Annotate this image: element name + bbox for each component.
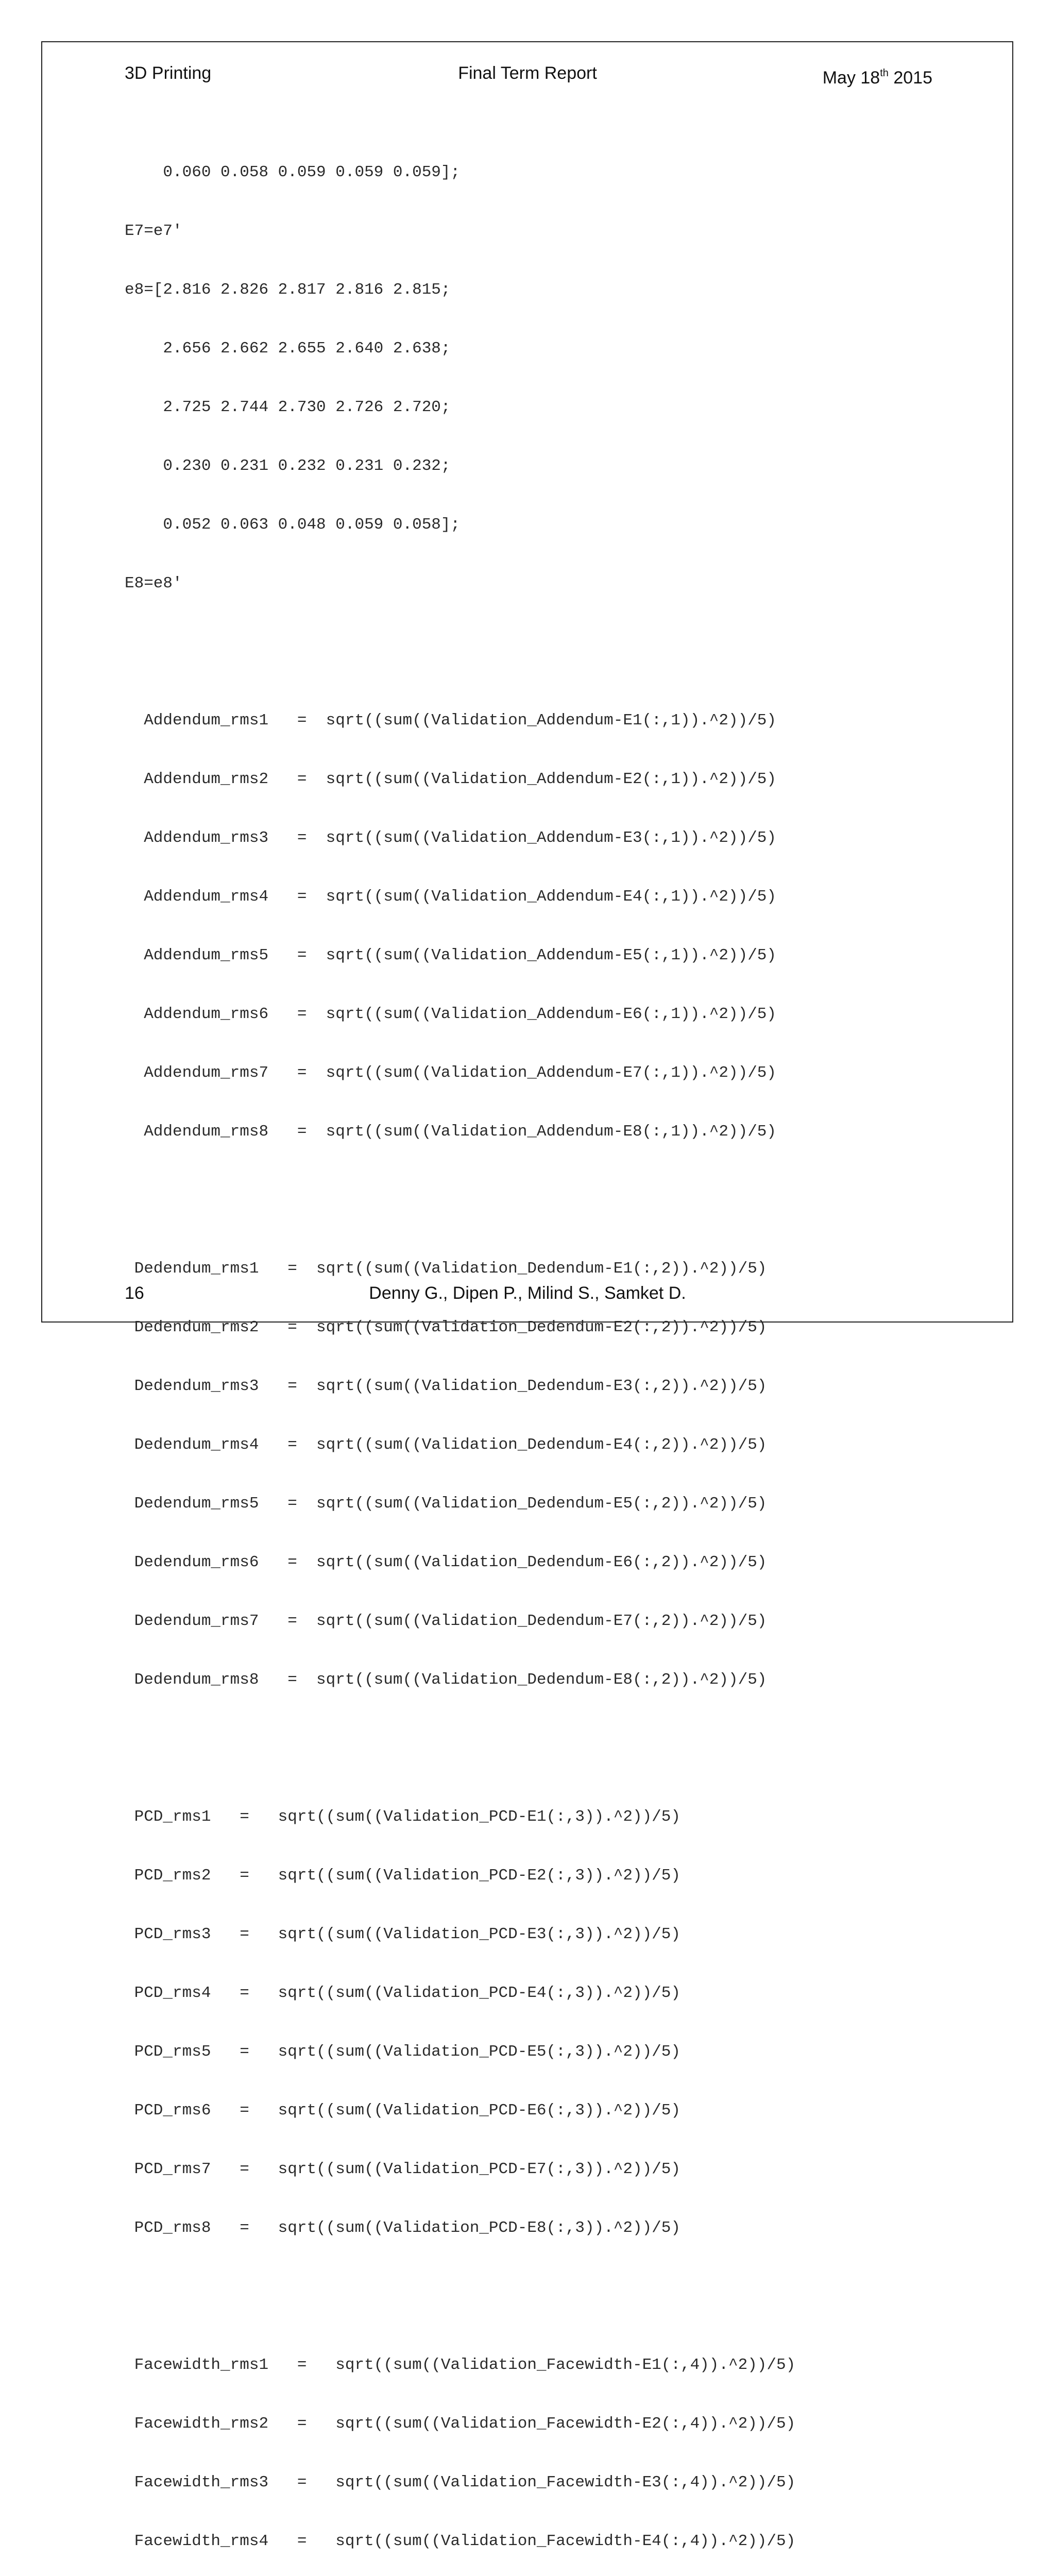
- dedendum-line: Dedendum_rms5 = sqrt((sum((Validation_Dedendum-E5(:,2)).^2))/5): [125, 1495, 767, 1513]
- addendum-line: Addendum_rms1 = sqrt((sum((Validation_Addendum-E1(:,1)).^2))/5): [125, 711, 777, 730]
- spacer: [125, 2277, 969, 2297]
- addendum-line: Addendum_rms4 = sqrt((sum((Validation_Addendum-E4(:,1)).^2))/5): [125, 888, 777, 906]
- header-report-name: Final Term Report: [458, 63, 597, 83]
- code-listing: [125, 124, 969, 2576]
- code-line: 0.230 0.231 0.232 0.231 0.232;: [125, 457, 451, 475]
- page-number: 16: [125, 1283, 144, 1303]
- addendum-line: Addendum_rms3 = sqrt((sum((Validation_Addendum-E3(:,1)).^2))/5): [125, 829, 777, 847]
- code-line: e8=[2.816 2.826 2.817 2.816 2.815;: [125, 281, 451, 299]
- code-line: 0.052 0.063 0.048 0.059 0.058];: [125, 516, 461, 534]
- pcd-line: PCD_rms5 = sqrt((sum((Validation_PCD-E5(:,3)).^2))/5): [125, 2043, 680, 2061]
- spacer: [125, 1181, 969, 1200]
- code-line: 2.656 2.662 2.655 2.640 2.638;: [125, 340, 451, 358]
- dedendum-line: Dedendum_rms3 = sqrt((sum((Validation_Dedendum-E3(:,2)).^2))/5): [125, 1377, 767, 1395]
- code-line: 0.060 0.058 0.059 0.059 0.059];: [125, 163, 461, 181]
- addendum-line: Addendum_rms7 = sqrt((sum((Validation_Addendum-E7(:,1)).^2))/5): [125, 1064, 777, 1082]
- header-date: [823, 63, 932, 88]
- pcd-line: PCD_rms8 = sqrt((sum((Validation_PCD-E8(:,3)).^2))/5): [125, 2219, 680, 2237]
- addendum-line: Addendum_rms5 = sqrt((sum((Validation_Addendum-E5(:,1)).^2))/5): [125, 946, 777, 964]
- header-title: 3D Printing: [125, 63, 212, 83]
- dedendum-line: Dedendum_rms8 = sqrt((sum((Validation_Dedendum-E8(:,2)).^2))/5): [125, 1671, 767, 1689]
- dedendum-line: Dedendum_rms6 = sqrt((sum((Validation_Dedendum-E6(:,2)).^2))/5): [125, 1553, 767, 1571]
- facewidth-line: Facewidth_rms1 = sqrt((sum((Validation_Facewidth-E1(:,4)).^2))/5): [125, 2356, 796, 2374]
- header-date-prefix: May 18: [822, 68, 880, 88]
- addendum-line: Addendum_rms8 = sqrt((sum((Validation_Addendum-E8(:,1)).^2))/5): [125, 1123, 777, 1141]
- addendum-line: Addendum_rms6 = sqrt((sum((Validation_Addendum-E6(:,1)).^2))/5): [125, 1005, 777, 1023]
- dedendum-line: Dedendum_rms4 = sqrt((sum((Validation_Dedendum-E4(:,2)).^2))/5): [125, 1436, 767, 1454]
- addendum-line: Addendum_rms2 = sqrt((sum((Validation_Addendum-E2(:,1)).^2))/5): [125, 770, 777, 788]
- code-line: E8=e8': [125, 574, 182, 592]
- dedendum-line: Dedendum_rms2 = sqrt((sum((Validation_Dedendum-E2(:,2)).^2))/5): [125, 1318, 767, 1336]
- code-line: E7=e7': [125, 222, 182, 240]
- facewidth-line: Facewidth_rms2 = sqrt((sum((Validation_Facewidth-E2(:,4)).^2))/5): [125, 2415, 796, 2433]
- spacer: [125, 633, 969, 652]
- dedendum-line: Dedendum_rms7 = sqrt((sum((Validation_Dedendum-E7(:,2)).^2))/5): [125, 1612, 767, 1630]
- code-line: 2.725 2.744 2.730 2.726 2.720;: [125, 398, 451, 416]
- pcd-line: PCD_rms6 = sqrt((sum((Validation_PCD-E6(:,3)).^2))/5): [125, 2102, 680, 2120]
- header-date-sup: th: [880, 67, 889, 79]
- spacer: [125, 1729, 969, 1749]
- header-date-suffix: 2015: [888, 68, 932, 88]
- dedendum-line: Dedendum_rms1 = sqrt((sum((Validation_Dedendum-E1(:,2)).^2))/5): [125, 1260, 767, 1278]
- footer-authors: Denny G., Dipen P., Milind S., Samket D.: [369, 1283, 686, 1303]
- pcd-line: PCD_rms4 = sqrt((sum((Validation_PCD-E4(:,3)).^2))/5): [125, 1984, 680, 2002]
- facewidth-line: Facewidth_rms3 = sqrt((sum((Validation_Facewidth-E3(:,4)).^2))/5): [125, 2473, 796, 2492]
- pcd-line: PCD_rms2 = sqrt((sum((Validation_PCD-E2(:,3)).^2))/5): [125, 1867, 680, 1885]
- facewidth-line: Facewidth_rms4 = sqrt((sum((Validation_Facewidth-E4(:,4)).^2))/5): [125, 2532, 796, 2550]
- pcd-line: PCD_rms3 = sqrt((sum((Validation_PCD-E3(:,3)).^2))/5): [125, 1925, 680, 1943]
- pcd-line: PCD_rms7 = sqrt((sum((Validation_PCD-E7(:,3)).^2))/5): [125, 2160, 680, 2178]
- pcd-line: PCD_rms1 = sqrt((sum((Validation_PCD-E1(:,3)).^2))/5): [125, 1808, 680, 1826]
